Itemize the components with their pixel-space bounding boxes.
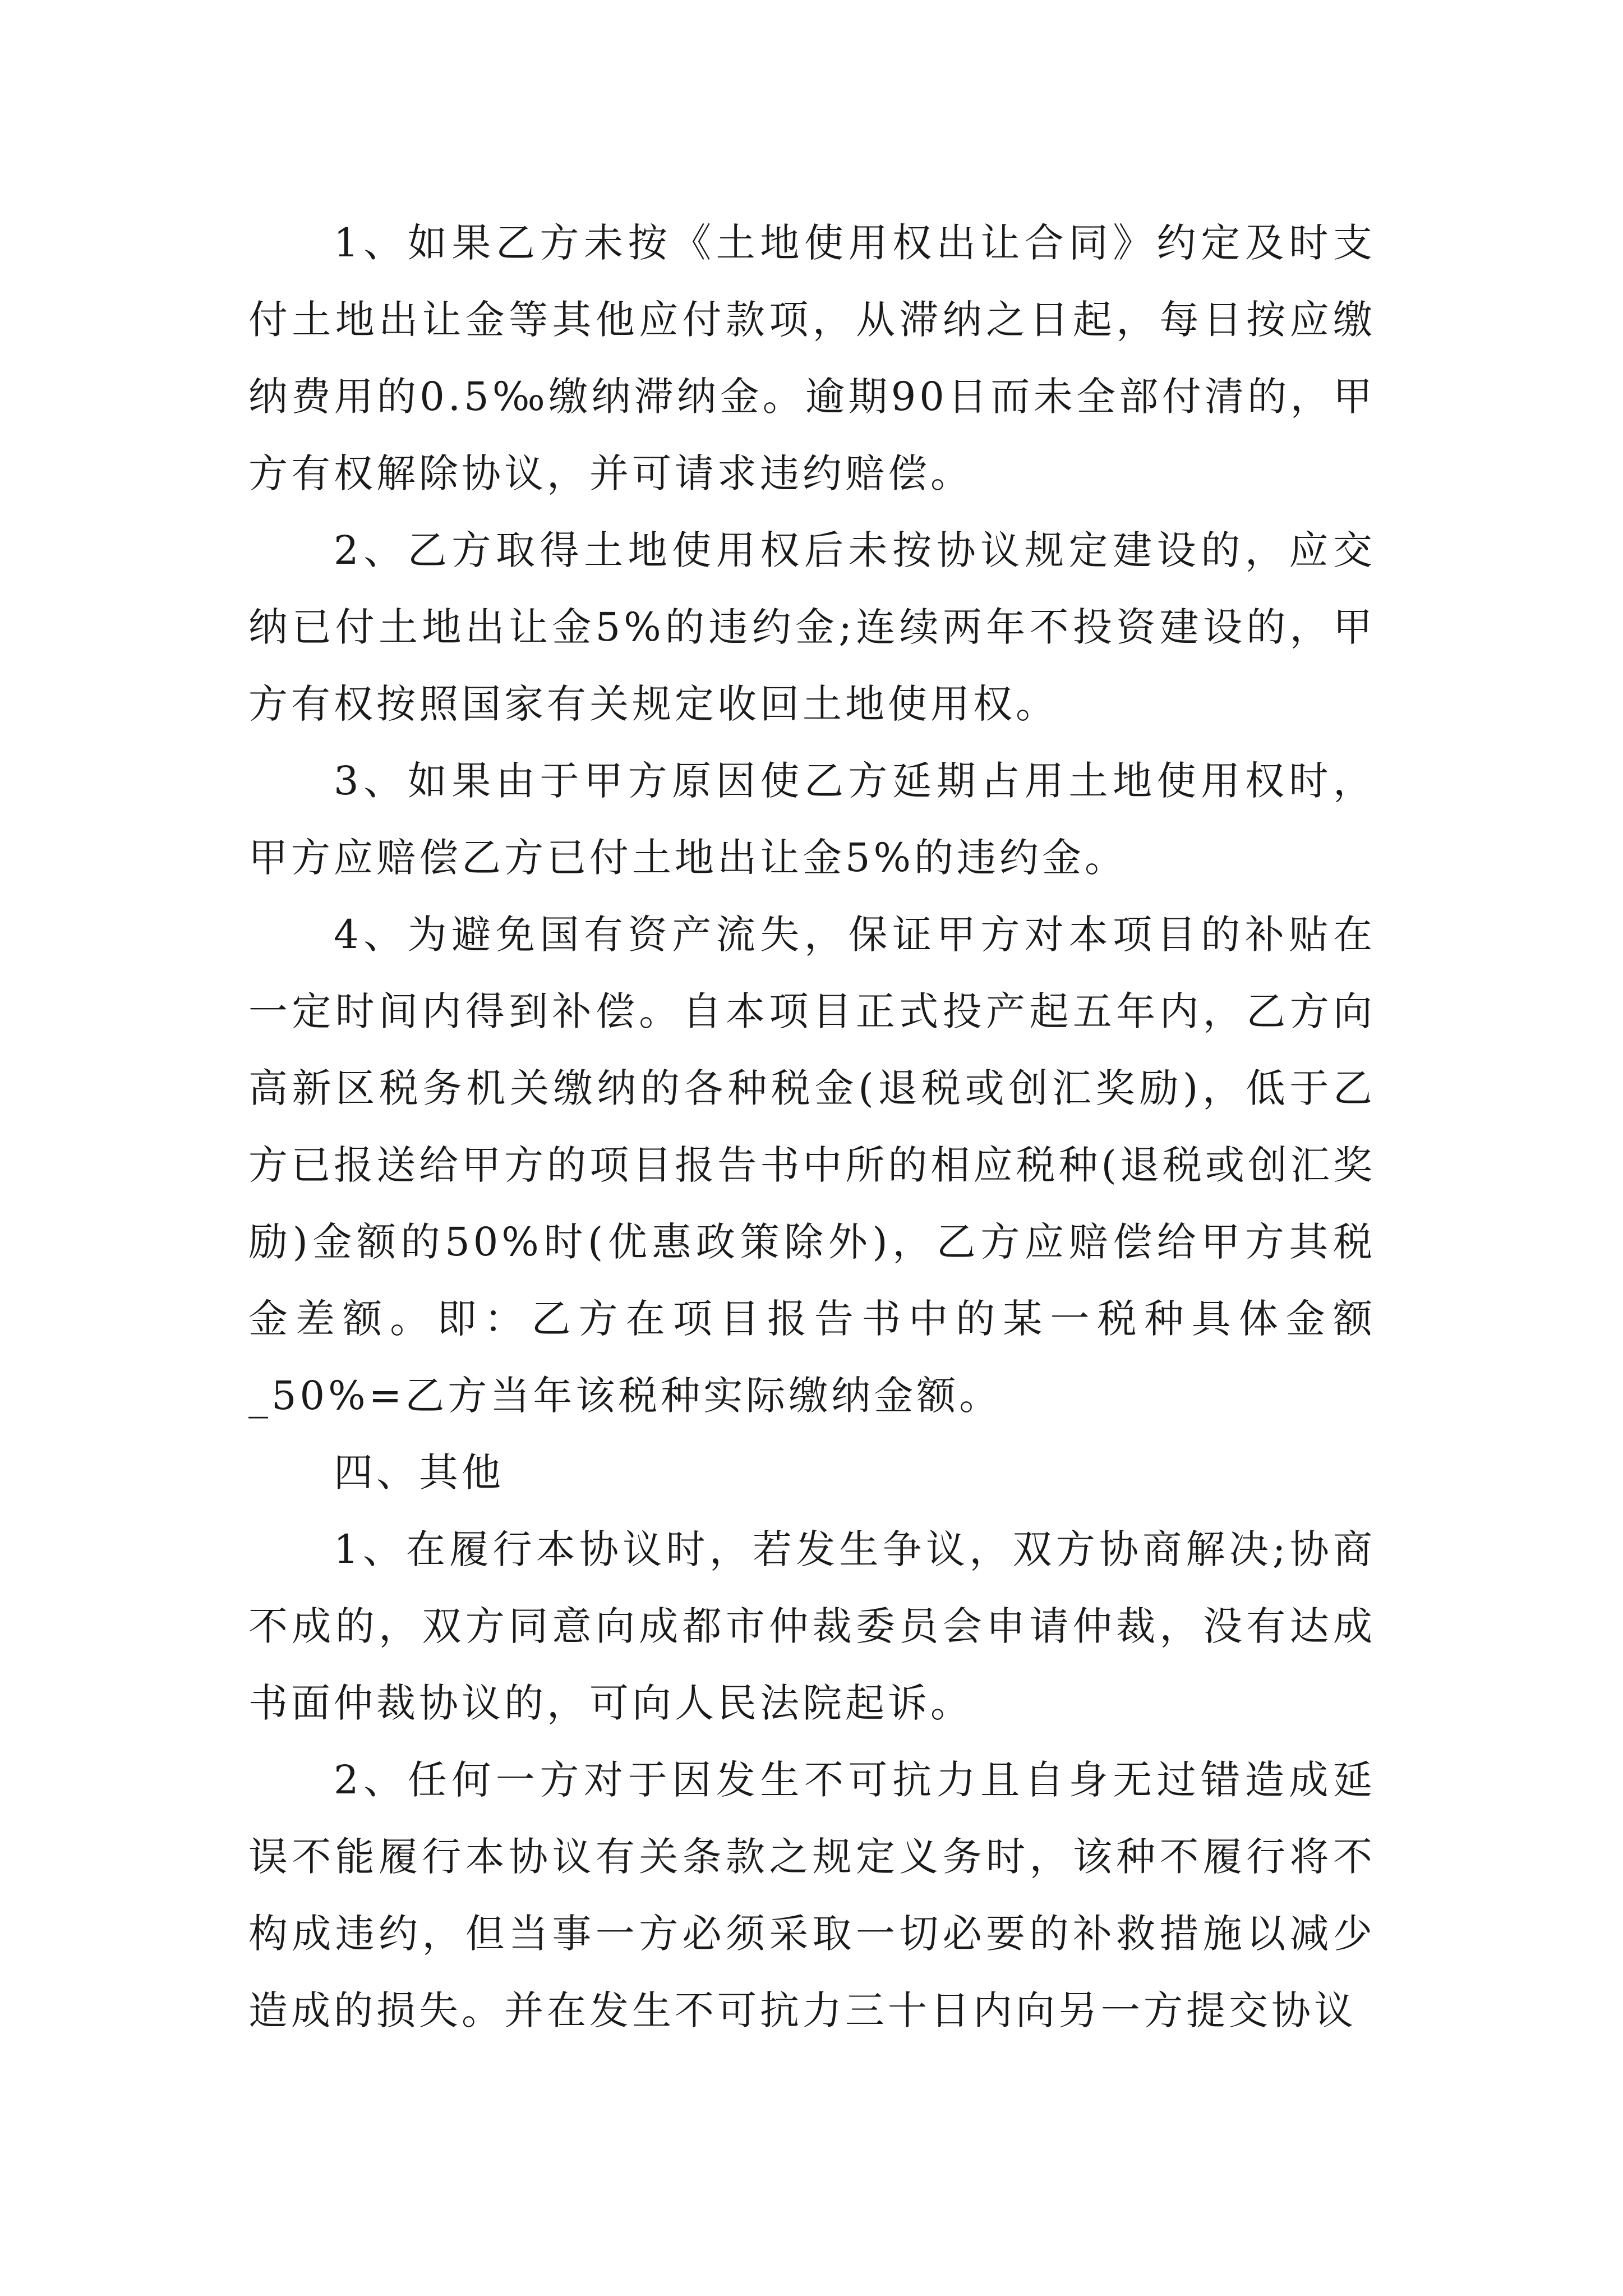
clause-2-construction-default: 2、乙方取得土地使用权后未按协议规定建设的，应交纳已付土地出让金5%的违约金;连续两年不投资建设的，甲方有权按照国家有关规定收回土地使用权。 [248, 527, 1376, 727]
clause-1-late-payment: 1、如果乙方未按《土地使用权出让合同》约定及时支付土地出让金等其他应付款项，从滞纳之日起，每日按应缴纳费用的0.5‰缴纳滞纳金。逾期90日而未全部付清的，甲方有权解除协议，并可请求违约赔偿。 [248, 220, 1376, 496]
other-clause-1-dispute: 1、在履行本协议时，若发生争议，双方协商解决;协商不成的，双方同意向成都市仲裁委员会申请仲裁，没有达成书面仲裁协议的，可向人民法院起诉。 [248, 1526, 1376, 1726]
section-heading-other: 四、其他 [334, 1450, 504, 1496]
document-body [248, 205, 1376, 2049]
clause-4-tax-compensation: 4、为避免国有资产流失，保证甲方对本项目的补贴在一定时间内得到补偿。自本项目正式投产起五年内，乙方向高新区税务机关缴纳的各种税金(退税或创汇奖励)，低于乙方已报送给甲方的项目报告书中所的相应税种(退税或创汇奖励)金额的50%时(优惠政策除外)，乙方应赔偿给甲方其税金差额。即：乙方在项目报告书中的某一税种具体金额_50%=乙方当年该税种实际缴纳金额。 [248, 912, 1376, 1419]
clause-3-delayed-occupation: 3、如果由于甲方原因使乙方延期占用土地使用权时，甲方应赔偿乙方已付土地出让金5%的违约金。 [248, 758, 1376, 881]
other-clause-2-force-majeure: 2、任何一方对于因发生不可抗力且自身无过错造成延误不能履行本协议有关条款之规定义务时，该种不履行将不构成违约，但当事一方必须采取一切必要的补救措施以减少造成的损失。并在发生不可抗力三十日内向另一方提交协议 [248, 1757, 1376, 2033]
